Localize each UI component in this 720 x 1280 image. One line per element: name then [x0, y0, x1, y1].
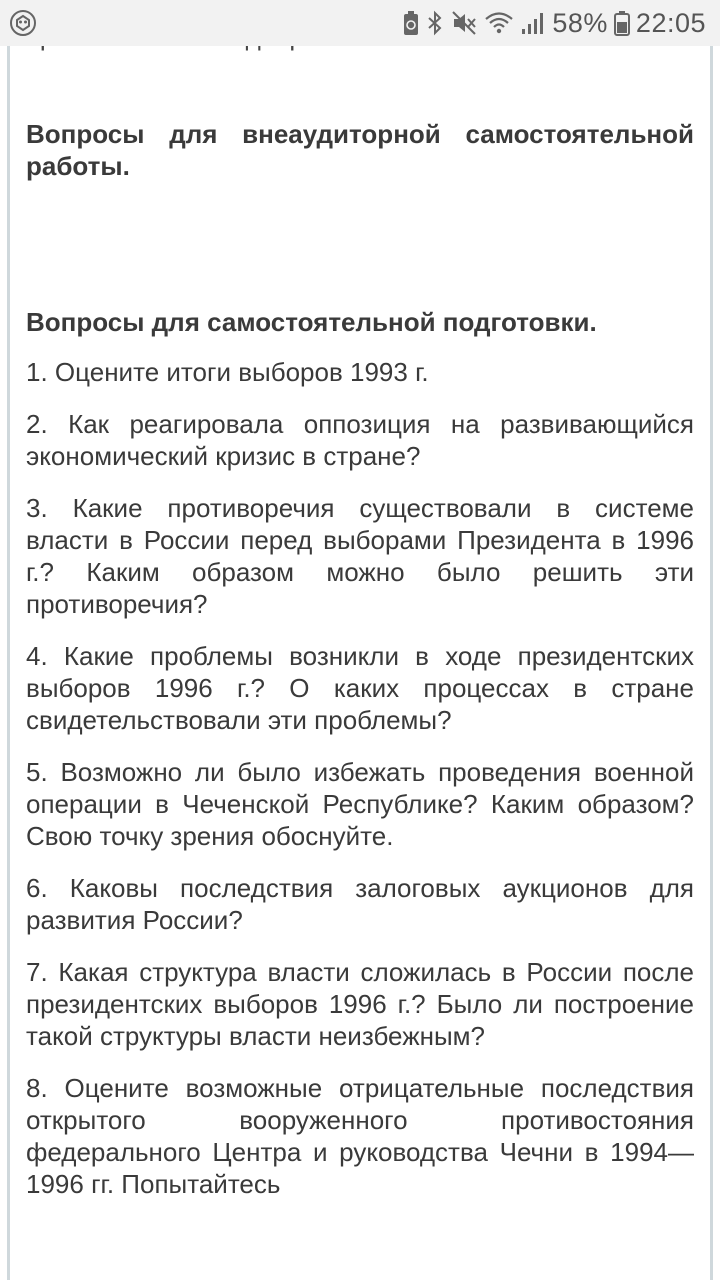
question-item: 6. Каковы последствия залоговых аукционов для развития России?: [26, 873, 694, 935]
status-icons: [402, 0, 706, 46]
document-content: [26, 20, 694, 1200]
question-item: 2. Как реагировала оппозиция на развивающийся экономический кризис в стране?: [26, 409, 694, 471]
question-item: 3. Какие противоречия существовали в системе власти в России перед выборами Президента в 1996 г.? Каким образом можно было решить эти противоречия?: [26, 493, 694, 619]
bluetooth-icon: [426, 9, 444, 37]
left-page-border: [7, 0, 10, 1280]
question-item: 1. Оцените итоги выборов 1993 г.: [26, 357, 429, 387]
battery-icon: [614, 9, 630, 37]
right-page-border: [710, 0, 713, 1280]
clock: 22:05: [635, 7, 706, 38]
heading-extracurricular: Вопросы для внеаудиторной самостоятельной работы.: [26, 119, 694, 181]
heading-self-study: Вопросы для самостоятельной подготовки.: [26, 307, 597, 337]
question-item: 7. Какая структура власти сложилась в России после президентских выборов 1996 г.? Было ли построение такой структуры власти неизбежным?: [26, 957, 694, 1051]
mute-icon: [450, 9, 478, 37]
battery-saver-icon: [402, 9, 420, 37]
question-item: 4. Какие проблемы возникли в ходе президентских выборов 1996 г.? О каких процессах в стране свидетельствовали эти проблемы?: [26, 641, 694, 735]
battery-percent: 58%: [552, 7, 608, 38]
status-bar: [0, 0, 720, 46]
question-item: 8. Оцените возможные отрицательные последствия открытого вооруженного противостояния федерального Центра и руководства Чечни в 1994—1996 гг. Попытайтесь: [26, 1073, 694, 1199]
question-item: 5. Возможно ли было избежать проведения военной операции в Чеченской Республике? Каким образом? Свою точку зрения обоснуйте.: [26, 757, 694, 851]
wifi-icon: [484, 9, 514, 37]
app-logo-icon: [10, 10, 36, 36]
signal-icon: [520, 9, 546, 37]
